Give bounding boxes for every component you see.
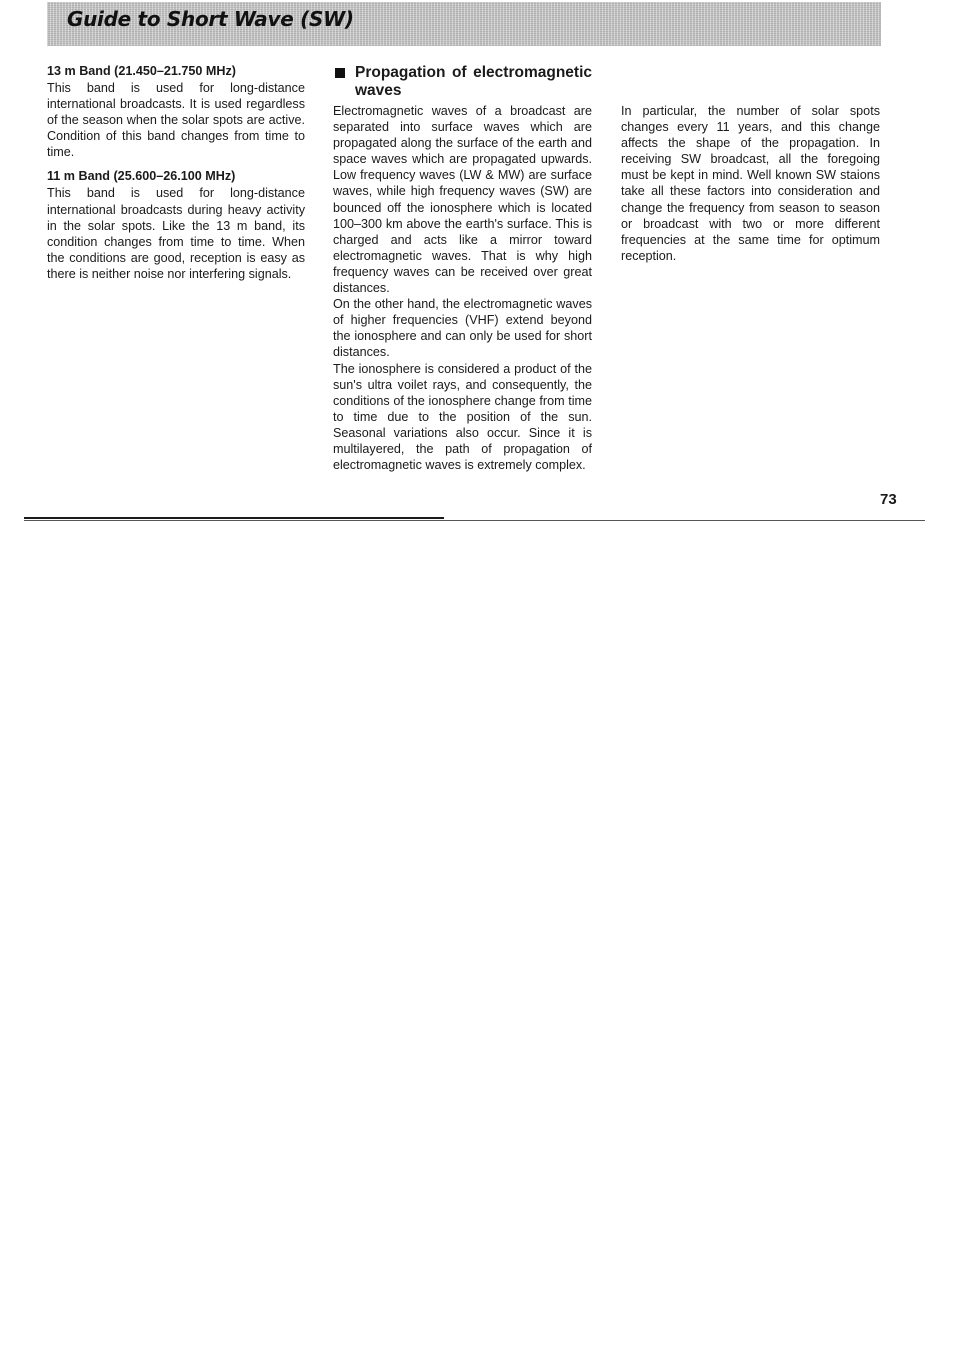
footer-rule-thin (24, 520, 925, 521)
page-number: 73 (880, 491, 897, 508)
band-13m-heading: 13 m Band (21.450–21.750 MHz) (47, 64, 236, 78)
solar-spots-paragraph: In particular, the number of solar spots changes every 11 years, and this change affects the shape of the propagation. In receiving SW broadcast, all the foregoing must be kept in mind. Well known SW staions take all these factors into consideration and change the frequency from season to season or broadcast with two or more different frequencies at the same time for optimum reception. (621, 104, 880, 263)
propagation-heading (333, 64, 592, 100)
middle-column (333, 64, 592, 473)
right-column (621, 103, 880, 264)
band-11m-heading: 11 m Band (25.600–26.100 MHz) (47, 169, 236, 184)
page-title: Guide to Short Wave (SW) (67, 7, 354, 31)
footer-rule-thick (24, 517, 444, 519)
propagation-paragraph-2: On the other hand, the electromagnetic waves of higher frequencies (VHF) extend beyond the ionosphere and can only be used for short distances. (333, 297, 592, 360)
propagation-paragraph-3: The ionosphere is considered a product of the sun's ultra voilet rays, and consequently, the conditions of the ionosphere change from time to time due to the position of the sun. Seasonal variations also occur. Since it is multilayered, the path of propagation of electromagnetic waves is extremely complex. (333, 361, 592, 473)
band-13m-text: This band is used for long-distance international broadcasts. It is used regardless of the season when the solar spots are active. Condition of this band changes from time to time. (47, 81, 305, 160)
band-11m-text: This band is used for long-distance international broadcasts during heavy activity in the solar spots. Like the 13 m band, its condition changes from time to time. When the conditions are good, reception is easy as there is neither noise nor interfering signals. (47, 186, 305, 281)
square-bullet-icon (335, 68, 345, 78)
left-column (47, 64, 305, 282)
propagation-paragraph-1: Electromagnetic waves of a broadcast are separated into surface waves which are propagated along the surface of the earth and space waves which are propagated upwards. Low frequency waves (LW & MW) are surface waves, while high frequency waves (SW) are bounced off the ionosphere which is located 100–300 km above the earth's surface. This is charged and acts like a mirror toward electromagnetic waves. That is why high frequency waves can be received over great distances. (333, 104, 592, 296)
propagation-heading-text: Propagation of electromagnetic waves (355, 64, 592, 99)
